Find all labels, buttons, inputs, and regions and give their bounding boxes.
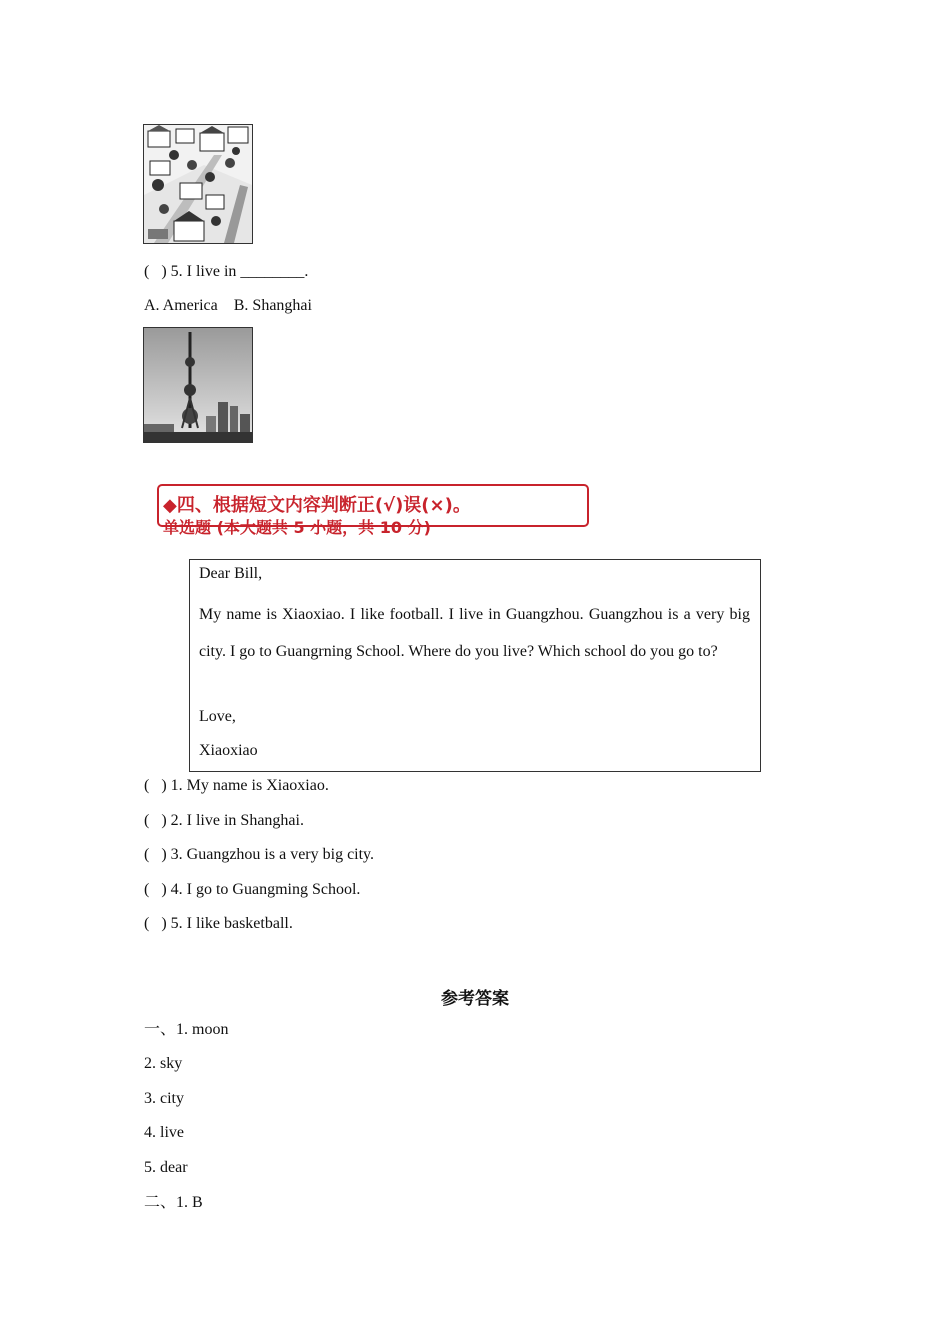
section-4-header xyxy=(157,484,589,537)
question-5-stem: ( ) 5. I live in ________. xyxy=(144,263,309,280)
letter-closing: Love, xyxy=(199,708,236,725)
section-4-title: ◆四、根据短文内容判断正(√)误(×)。 xyxy=(163,495,471,516)
answer-line: 一、1. moon xyxy=(144,1021,229,1038)
town-map-illustration xyxy=(143,124,253,244)
section-4-subtitle: 单选题 (本大题共 5 小题，共 10 分) xyxy=(163,518,431,537)
answer-line: 二、1. B xyxy=(144,1194,203,1211)
judgement-item: ( ) 2. I live in Shanghai. xyxy=(144,812,304,829)
judgement-item: ( ) 4. I go to Guangming School. xyxy=(144,881,361,898)
question-5-options: A. America B. Shanghai xyxy=(144,297,312,314)
letter-signature: Xiaoxiao xyxy=(199,742,258,759)
letter-box xyxy=(189,559,761,772)
shanghai-skyline-photo xyxy=(143,327,253,443)
letter-body: My name is Xiaoxiao. I like football. I live in Guangzhou. Guangzhou is a very big city. I go to Guangrning School. Where do you live? Which school do you go to? xyxy=(199,606,750,660)
judgement-item: ( ) 3. Guangzhou is a very big city. xyxy=(144,846,375,863)
letter-greeting: Dear Bill, xyxy=(199,565,263,582)
judgement-item: ( ) 5. I like basketball. xyxy=(144,915,293,932)
answer-line: 5. dear xyxy=(144,1159,188,1176)
judgement-item: ( ) 1. My name is Xiaoxiao. xyxy=(144,777,329,794)
answer-line: 4. live xyxy=(144,1124,184,1141)
answer-line: 3. city xyxy=(144,1090,184,1107)
answer-line: 2. sky xyxy=(144,1055,183,1072)
answers-title: 参考答案 xyxy=(441,989,509,1009)
